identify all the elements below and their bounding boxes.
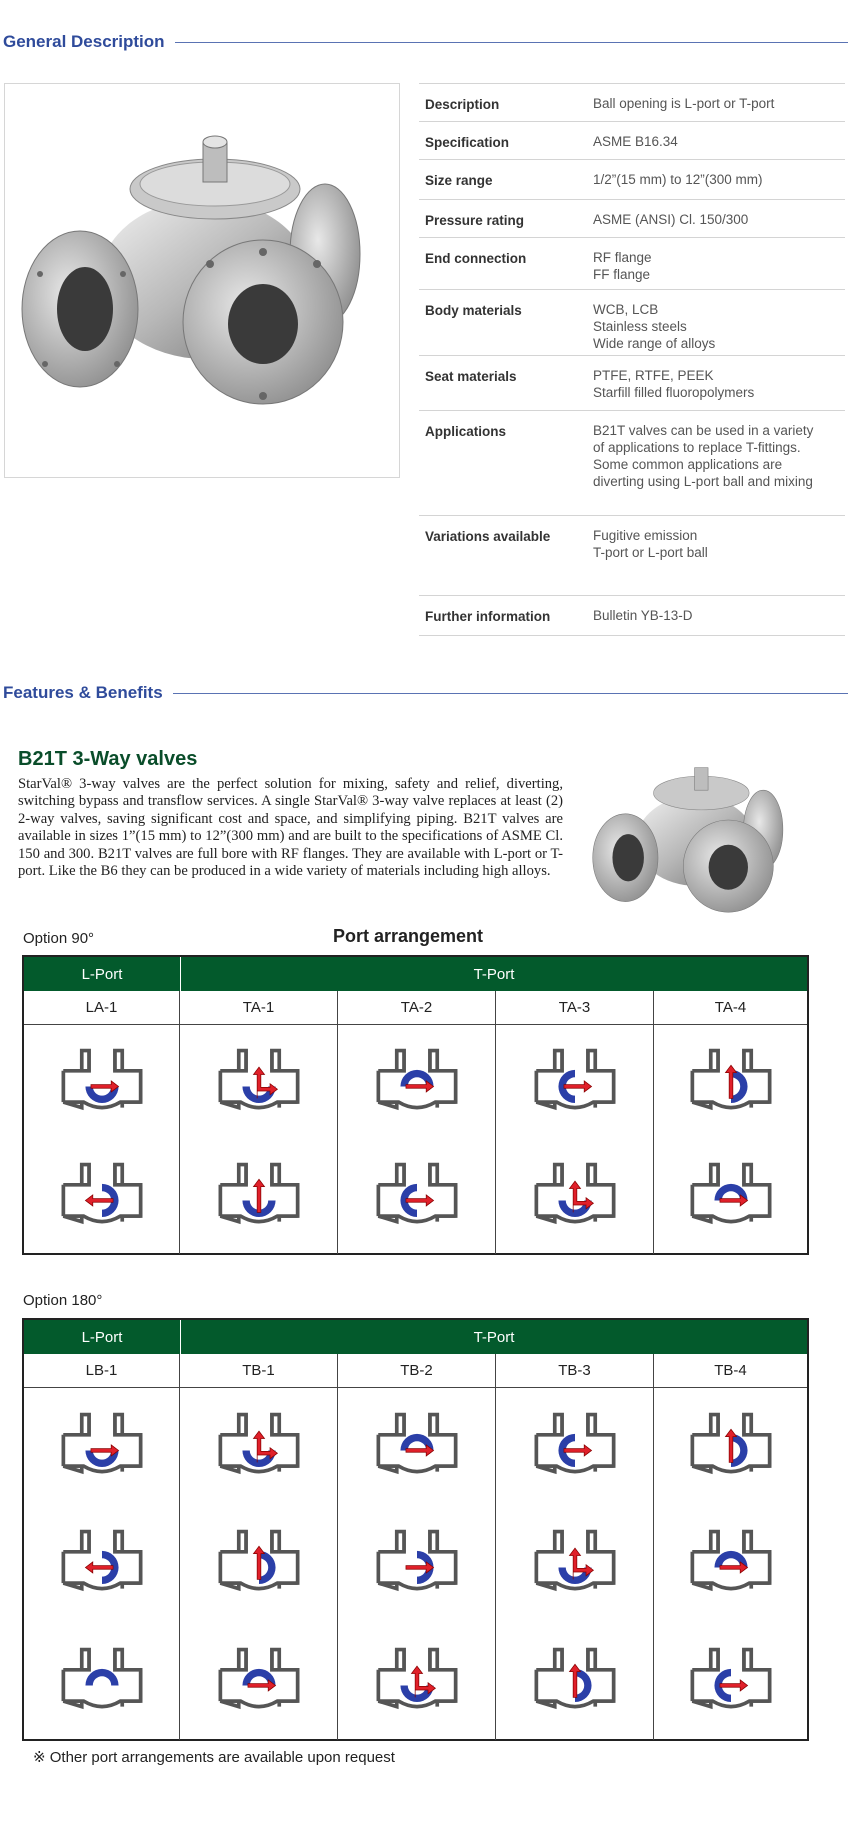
code-cell: TA-4 xyxy=(714,999,747,1016)
code-cell: TA-2 xyxy=(338,991,496,1024)
code-cell: TB-1 xyxy=(180,1354,338,1387)
spec-label-text: Further information xyxy=(425,609,551,624)
valve-schematic-icon xyxy=(529,1406,621,1482)
grid-header xyxy=(24,957,807,991)
valve-schematic-icon xyxy=(56,1523,148,1599)
valve-photo xyxy=(4,83,400,478)
general-description-header xyxy=(3,32,848,52)
port-grid-180 xyxy=(22,1318,809,1741)
diagram-column xyxy=(180,1025,338,1254)
valve-schematic-icon xyxy=(56,1042,148,1118)
valve-diagram xyxy=(685,1042,777,1123)
valve-diagram xyxy=(685,1641,777,1722)
code-cell: TA-1 xyxy=(180,991,338,1024)
valve-diagram xyxy=(529,1042,621,1123)
spec-row xyxy=(419,200,845,238)
diagram-column xyxy=(24,1388,180,1740)
spec-value xyxy=(593,160,845,200)
valve-schematic-icon xyxy=(685,1406,777,1482)
l-port-header: L-Port xyxy=(24,1320,181,1354)
spec-label-text: Body materials xyxy=(425,303,522,318)
spec-value xyxy=(593,411,845,516)
spec-row xyxy=(419,290,845,356)
spec-row xyxy=(419,356,845,411)
valve-image-small xyxy=(583,748,805,928)
spec-value-line: T-port or L-port ball xyxy=(593,545,708,560)
valve-schematic-icon xyxy=(371,1523,463,1599)
spec-label-text: Pressure rating xyxy=(425,213,525,228)
spec-row xyxy=(419,411,845,516)
spec-label xyxy=(419,356,593,411)
valve-diagram xyxy=(371,1042,463,1123)
footnote: ※ Other port arrangements are available upon request xyxy=(33,1749,395,1766)
spec-value-line: of applications to replace T-fittings. xyxy=(593,440,801,455)
spec-value-line: Fugitive emission xyxy=(593,528,698,543)
spec-value xyxy=(593,356,845,411)
spec-value xyxy=(593,238,845,290)
spec-label-text: Size range xyxy=(425,173,493,188)
spec-value-line: Some common applications are xyxy=(593,457,783,472)
spec-label-text: Seat materials xyxy=(425,369,517,384)
spec-label xyxy=(419,84,593,122)
spec-row xyxy=(419,516,845,596)
spec-label xyxy=(419,122,593,160)
spec-value xyxy=(593,200,845,238)
valve-diagram xyxy=(685,1406,777,1487)
spec-value xyxy=(593,84,845,122)
spec-label xyxy=(419,516,593,596)
valve-diagram xyxy=(213,1042,305,1123)
diagram-body xyxy=(24,1388,807,1740)
valve-schematic-icon xyxy=(529,1523,621,1599)
spec-value xyxy=(593,596,845,636)
spec-row xyxy=(419,84,845,122)
valve-schematic-icon xyxy=(371,1042,463,1118)
valve-diagram xyxy=(213,1523,305,1604)
port-arrangement-title: Port arrangement xyxy=(333,926,484,946)
spec-row xyxy=(419,596,845,636)
valve-schematic-icon xyxy=(56,1641,148,1717)
valve-diagram xyxy=(56,1641,148,1722)
spec-value-line: Stainless steels xyxy=(593,319,687,334)
valve-diagram xyxy=(371,1641,463,1722)
valve-diagram xyxy=(529,1156,621,1237)
valve-photo-small xyxy=(583,748,805,928)
valve-schematic-icon xyxy=(685,1156,777,1232)
valve-diagram xyxy=(685,1523,777,1604)
spec-value-line: Starfill filled fluoropolymers xyxy=(593,385,755,400)
b21t-description: StarVal® 3-way valves are the perfect solution for mixing, safety and relief, diverting, switching bypass and transflow services. A single StarVal® 3-way valve replaces at least (2) 2-way valves, saving significant cost and space, and simplifying piping. B21T valves are available in sizes 1”(15 mm) to 12”(300 mm) and are built to the specifications of ASME Cl. 150 and 300. B21T valves are full bore with RF flanges. They are available with L-port or T-port. Like the B6 they can be produced in a wide variety of materials including high alloys. xyxy=(18,776,563,880)
t-port-header: T-Port xyxy=(473,1328,515,1346)
section-title: Features & Benefits xyxy=(3,683,163,702)
valve-schematic-icon xyxy=(529,1156,621,1232)
spec-label-text: Variations available xyxy=(425,529,551,544)
spec-value-line: diverting using L-port ball and mixing xyxy=(593,474,813,489)
spec-value-line: FF flange xyxy=(593,267,651,282)
spec-value-line: ASME (ANSI) Cl. 150/300 xyxy=(593,212,749,227)
valve-schematic-icon xyxy=(371,1406,463,1482)
section-rule xyxy=(173,693,848,694)
section-title: General Description xyxy=(3,32,165,51)
specification-table xyxy=(419,83,845,636)
valve-diagram xyxy=(371,1156,463,1237)
diagram-column xyxy=(654,1388,807,1740)
diagram-column xyxy=(338,1388,496,1740)
valve-diagram xyxy=(213,1641,305,1722)
valve-schematic-icon xyxy=(213,1042,305,1118)
spec-label-text: Specification xyxy=(425,135,510,150)
l-port-header: L-Port xyxy=(24,957,181,991)
valve-schematic-icon xyxy=(685,1523,777,1599)
diagram-column xyxy=(496,1025,654,1254)
valve-diagram xyxy=(213,1156,305,1237)
spec-label xyxy=(419,290,593,356)
diagram-column xyxy=(338,1025,496,1254)
section-rule xyxy=(175,42,848,43)
spec-value-line: WCB, LCB xyxy=(593,302,659,317)
option-90-label: Option 90° xyxy=(23,930,95,947)
spec-value-line: RF flange xyxy=(593,250,652,265)
spec-row xyxy=(419,160,845,200)
valve-diagram xyxy=(56,1406,148,1487)
spec-label xyxy=(419,238,593,290)
spec-value-line: 1/2”(15 mm) to 12”(300 mm) xyxy=(593,172,763,187)
valve-diagram xyxy=(685,1156,777,1237)
valve-diagram xyxy=(529,1641,621,1722)
spec-label-text: Description xyxy=(425,97,500,112)
spec-value xyxy=(593,516,845,596)
code-cell: TB-2 xyxy=(338,1354,496,1387)
grid-header xyxy=(24,1320,807,1354)
valve-schematic-icon xyxy=(529,1042,621,1118)
spec-label xyxy=(419,596,593,636)
option-180-label: Option 180° xyxy=(23,1292,103,1309)
features-benefits-header xyxy=(3,683,848,703)
valve-schematic-icon xyxy=(371,1156,463,1232)
valve-diagram xyxy=(371,1523,463,1604)
spec-value xyxy=(593,122,845,160)
spec-value xyxy=(593,290,845,356)
valve-schematic-icon xyxy=(213,1523,305,1599)
valve-diagram xyxy=(371,1406,463,1487)
diagram-column xyxy=(180,1388,338,1740)
spec-label-text: Applications xyxy=(425,424,507,439)
valve-diagram xyxy=(56,1042,148,1123)
diagram-column xyxy=(24,1025,180,1254)
valve-diagram xyxy=(56,1523,148,1604)
diagram-column xyxy=(496,1388,654,1740)
valve-diagram xyxy=(213,1406,305,1487)
code-row xyxy=(24,1354,807,1388)
valve-schematic-icon xyxy=(213,1156,305,1232)
spec-row xyxy=(419,238,845,290)
port-grid-90 xyxy=(22,955,809,1255)
diagram-body xyxy=(24,1025,807,1254)
spec-label xyxy=(419,411,593,516)
spec-value-line: B21T valves can be used in a variety xyxy=(593,423,814,438)
valve-schematic-icon xyxy=(56,1406,148,1482)
code-cell: LA-1 xyxy=(24,991,180,1024)
valve-schematic-icon xyxy=(213,1406,305,1482)
spec-value-line: Wide range of alloys xyxy=(593,336,716,351)
t-port-header: T-Port xyxy=(473,965,515,983)
spec-value-line: Ball opening is L-port or T-port xyxy=(593,96,775,111)
code-cell: TB-3 xyxy=(496,1354,654,1387)
valve-diagram xyxy=(529,1523,621,1604)
valve-schematic-icon xyxy=(213,1641,305,1717)
b21t-title: B21T 3-Way valves xyxy=(18,748,198,770)
code-cell: TB-4 xyxy=(714,1362,747,1379)
valve-image xyxy=(5,84,399,477)
spec-value-line: PTFE, RTFE, PEEK xyxy=(593,368,714,383)
valve-schematic-icon xyxy=(56,1156,148,1232)
diagram-column xyxy=(654,1025,807,1254)
spec-label-text: End connection xyxy=(425,251,527,266)
valve-schematic-icon xyxy=(529,1641,621,1717)
valve-diagram xyxy=(529,1406,621,1487)
valve-schematic-icon xyxy=(685,1042,777,1118)
spec-row xyxy=(419,122,845,160)
spec-label xyxy=(419,200,593,238)
valve-diagram xyxy=(56,1156,148,1237)
code-cell: TA-3 xyxy=(496,991,654,1024)
code-row xyxy=(24,991,807,1025)
spec-value-line: Bulletin YB-13-D xyxy=(593,608,693,623)
valve-schematic-icon xyxy=(685,1641,777,1717)
spec-label xyxy=(419,160,593,200)
valve-schematic-icon xyxy=(371,1641,463,1717)
spec-value-line: ASME B16.34 xyxy=(593,134,678,149)
code-cell: LB-1 xyxy=(24,1354,180,1387)
